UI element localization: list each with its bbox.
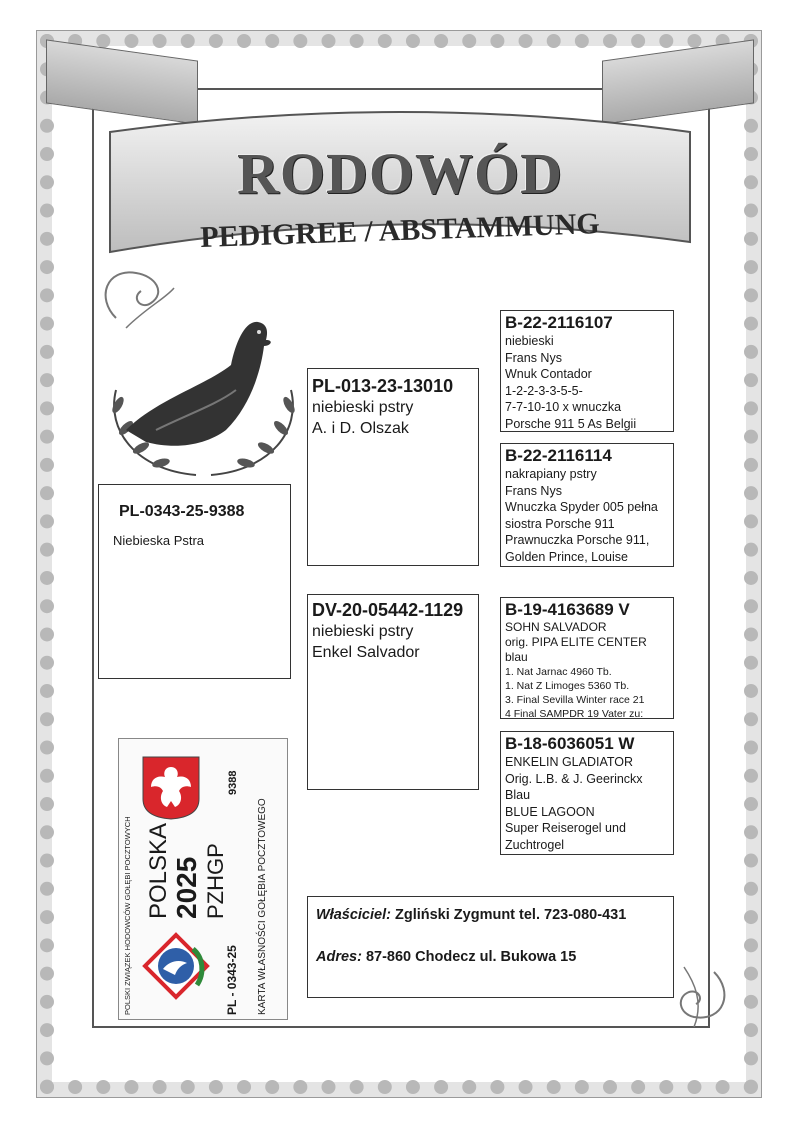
sire-ring: PL-013-23-13010 (312, 376, 454, 396)
dam-dam-box (500, 731, 674, 855)
card-number: 9388 (227, 770, 239, 795)
dam-dam-line: Orig. L.B. & J. Geerinckx (505, 771, 643, 786)
sire-sire-box (500, 310, 674, 432)
sire-dam-line: Prawnuczka Porsche 911, (505, 533, 650, 547)
card-country: POLSKA (145, 822, 172, 919)
pigeon-laurel-icon (96, 310, 311, 490)
sire-dam-ring: B-22-2116114 (505, 446, 612, 465)
dam-line: niebieski pstry (312, 623, 414, 640)
sire-sire-ring: B-22-2116107 (505, 313, 613, 332)
subject-box (98, 484, 291, 679)
sire-line: niebieski pstry (312, 399, 414, 416)
sire-dam-line: Golden Prince, Louise (505, 549, 628, 564)
dam-sire-line: SOHN SALVADOR (505, 620, 607, 634)
sire-sire-line: 1-2-2-3-3-5-5- (505, 383, 583, 398)
eagle-emblem-icon (139, 755, 203, 821)
sire-sire-line: 7-7-10-10 x wnuczka (505, 400, 622, 414)
dam-dam-line: Blau (505, 788, 531, 802)
address-value: 87-860 Chodecz ul. Bukowa 15 (365, 949, 577, 965)
dam-dam-ring: B-18-6036051 W (505, 734, 635, 753)
swirl-ornament-icon (674, 962, 734, 1032)
sire-dam-line: nakrapiany pstry (505, 467, 597, 481)
owner-box (307, 896, 674, 998)
sire-dam-line: Frans Nys (505, 483, 562, 498)
dam-sire-box (500, 597, 674, 719)
dam-sire-line: 1. Nat Jarnac 4960 Tb. (505, 666, 612, 678)
dam-dam-line: ENKELIN GLADIATOR (505, 755, 634, 769)
dam-sire-line: 3. Final Sevilla Winter race 21 (505, 694, 645, 706)
address-label: Adres: (316, 949, 362, 965)
owner-value: Zgliński Zygmunt tel. 723-080-431 (394, 907, 627, 923)
subject-color: Niebieska Pstra (113, 533, 205, 548)
address-row (316, 949, 576, 965)
card-org: POLSKI ZWIĄZEK HODOWCÓW GOŁĘBI POCZTOWYCH (123, 816, 132, 1015)
dam-dam-line: Super Reiserogel und (505, 821, 626, 835)
card-abbr: PZHGP (203, 843, 228, 919)
page-subtitle: PEDIGREE / ABSTAMMUNG (199, 207, 601, 254)
dam-box (307, 594, 479, 790)
card-year: 2025 (171, 856, 202, 919)
owner-label: Właściciel: (316, 907, 391, 923)
card-caption: KARTA WŁASNOŚCI GOŁĘBIA POCZTOWEGO (257, 798, 268, 1015)
sire-box (307, 368, 479, 566)
sire-sire-line: Wnuk Contador (505, 367, 592, 381)
sire-dam-box (500, 443, 674, 567)
owner-row (316, 907, 626, 923)
dam-dam-line: BLUE LAGOON (505, 804, 595, 819)
sire-sire-line: Porsche 911 5 As Belgii (505, 416, 637, 431)
ownership-card (118, 738, 288, 1020)
dam-sire-ring: B-19-4163689 V (505, 600, 630, 619)
dam-dam-line: Zuchtrogel (505, 837, 565, 852)
title-banner (100, 92, 700, 272)
sire-sire-line: Frans Nys (505, 350, 562, 365)
subject-ring: PL-0343-25-9388 (119, 503, 245, 520)
page-title: RODOWÓD (237, 141, 563, 206)
dam-sire-line: orig. PIPA ELITE CENTER (505, 635, 647, 649)
sire-sire-line: niebieski (505, 334, 554, 348)
card-ring: PL - 0343-25 (225, 945, 239, 1015)
dam-sire-line: 4 Final SAMPDR 19 Vater zu: (505, 708, 644, 720)
sire-dam-line: Wnuczka Spyder 005 pełna (505, 500, 658, 514)
dam-ring: DV-20-05442-1129 (312, 600, 464, 620)
pzhgp-emblem-icon (141, 931, 211, 1001)
dam-sire-line: 1. Nat Z Limoges 5360 Tb. (505, 680, 630, 692)
dam-line: Enkel Salvador (312, 644, 420, 661)
dam-sire-line: blau (505, 650, 528, 664)
sire-line: A. i D. Olszak (312, 420, 409, 437)
sire-dam-line: siostra Porsche 911 (505, 516, 615, 531)
